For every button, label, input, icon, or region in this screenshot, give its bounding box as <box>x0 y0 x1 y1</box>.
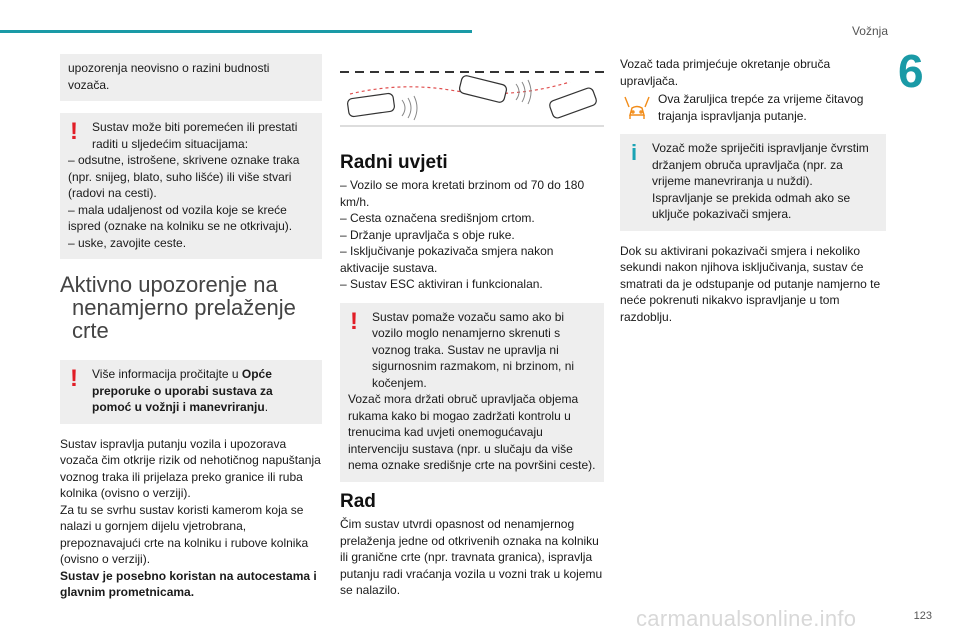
info-box-override <box>620 134 886 231</box>
operation-text: Čim sustav utvrdi opasnost od nenamjernog prelaženja jedne od otkrivenih oznaka na kolniku ili granične crte (npr. travnata granica), ispravlja putanju radi vraćanja vozila u vozni trak u kojemu se nalazilo. <box>340 517 603 597</box>
header-accent-bar <box>0 30 472 33</box>
heading-operation: Rad <box>340 490 376 512</box>
warning-lamp-row <box>620 91 886 124</box>
condition-line-5: – Sustav ESC aktiviran i funkcionalan. <box>340 277 543 291</box>
warning-exclamation-icon: ! <box>70 365 78 392</box>
steering-intro: Vozač tada primjećuje okretanje obruča upravljača. <box>620 57 831 88</box>
section-title-line-1: Aktivno upozorenje na <box>60 272 278 297</box>
reference-post: . <box>264 400 269 414</box>
assist-warning-rest: Vozač mora držati obruč upravljača objema rukama kako bi mogao zadržati kontrolu u trenucima kad uvjeti onemogućavaju intervenciju sustava (npr. u slučaju da više nema oznake središnje crte na površini ceste). <box>348 392 596 472</box>
chapter-number: 6 <box>898 45 924 97</box>
condition-line-4: – Isključivanje pokazivača smjera nakon aktivacije sustava. <box>340 244 554 275</box>
heading-working-conditions: Radni uvjeti <box>340 151 448 173</box>
body-paragraph-2: Za tu se svrhu sustav koristi kamerom koja se nalazi u gornjem dijelu vjetrobrana, prepoznavajući crte na kolniku i rubove kolnika (ovisno o verziji). <box>60 502 309 566</box>
assist-warning-lead: Sustav pomaže vozaču samo ako bi vozilo moglo nenamjerno skrenuti s voznog traka. Sustav ne upravlja ni sigurnosnim razmakom, ni brzinom, ni kočenjem. <box>372 309 575 390</box>
column-left <box>60 54 322 601</box>
warning-line-1: – odsutne, istrošene, skrivene oznake traka (npr. snijeg, blato, suho lišće) ili više stvari (radovi na cesti). <box>68 153 300 200</box>
condition-line-1: – Vozilo se mora kretati brzinom od 70 do 180 km/h. <box>340 178 585 209</box>
warning-line-3: – uske, zavojite ceste. <box>68 235 187 250</box>
info-lead: Vozač može spriječiti ispravljanje čvrstim držanjem obruča upravljača (npr. za vrijeme manevriranja u nuždi). <box>652 141 869 188</box>
body-paragraph-1: Sustav ispravlja putanju vozila i upozorava vozača čim otkrije rizik od nehotičnog napuštanja voznog traka ili prijelaza preko granice ili ruba kolnika (ovisno o verziji). <box>60 436 321 500</box>
condition-line-3: – Držanje upravljača s obje ruke. <box>340 227 515 242</box>
warning-line-2: – mala udaljenost od vozila koje se kreće ispred (oznake na kolniku se ne otkrivaju). <box>68 202 293 233</box>
warning-box-assist <box>340 303 604 482</box>
watermark-text: carmanualsonline.info <box>636 606 857 631</box>
section-title <box>60 273 322 342</box>
reference-link-text: Opće preporuke o uporabi sustava za pomoć u vožnji i manevriranju <box>92 367 273 414</box>
section-title-line-3: crte <box>72 318 109 343</box>
lane-assist-lamp-icon <box>622 93 652 123</box>
warning-box-reference <box>60 360 322 424</box>
body-paragraph-bold: Sustav je posebno koristan na autocestama i glavnim prometnicama. <box>60 568 317 599</box>
continued-note-text: upozorenja neovisno o razini budnosti vozača. <box>68 61 270 92</box>
info-icon: i <box>631 140 638 165</box>
warning-exclamation-icon: ! <box>350 307 358 335</box>
chapter-title: Vožnja <box>851 24 888 38</box>
continued-note-box <box>60 54 322 101</box>
column-right <box>620 56 886 325</box>
warning-box-limitations <box>60 113 322 259</box>
info-rest: Ispravljanje se prekida odmah ako se uključe pokazivači smjera. <box>652 190 851 221</box>
lamp-description: Ova žaruljica trepće za vrijeme čitavog trajanja ispravljanja putanje. <box>658 92 864 123</box>
condition-line-2: – Cesta označena središnjom crtom. <box>340 211 535 225</box>
lane-correction-illustration <box>340 60 604 130</box>
section-title-line-2: nenamjerno prelaženje <box>72 295 296 320</box>
reference-text <box>68 366 314 416</box>
column-middle <box>340 60 604 599</box>
page-number: 123 <box>913 610 932 622</box>
warning-exclamation-icon: ! <box>70 118 78 145</box>
indicator-paragraph: Dok su aktivirani pokazivači smjera i nekoliko sekundi nakon njihova isključivanja, sustav će smatrati da je odstupanje od putanje namjerno te neće pokrenuti nikakvo ispravljanje u tom razdoblju. <box>620 243 881 324</box>
warning-lead: Sustav može biti poremećen ili prestati raditi u sljedećim situacijama: <box>92 120 298 151</box>
reference-pre: Više informacija pročitajte u <box>92 367 242 381</box>
